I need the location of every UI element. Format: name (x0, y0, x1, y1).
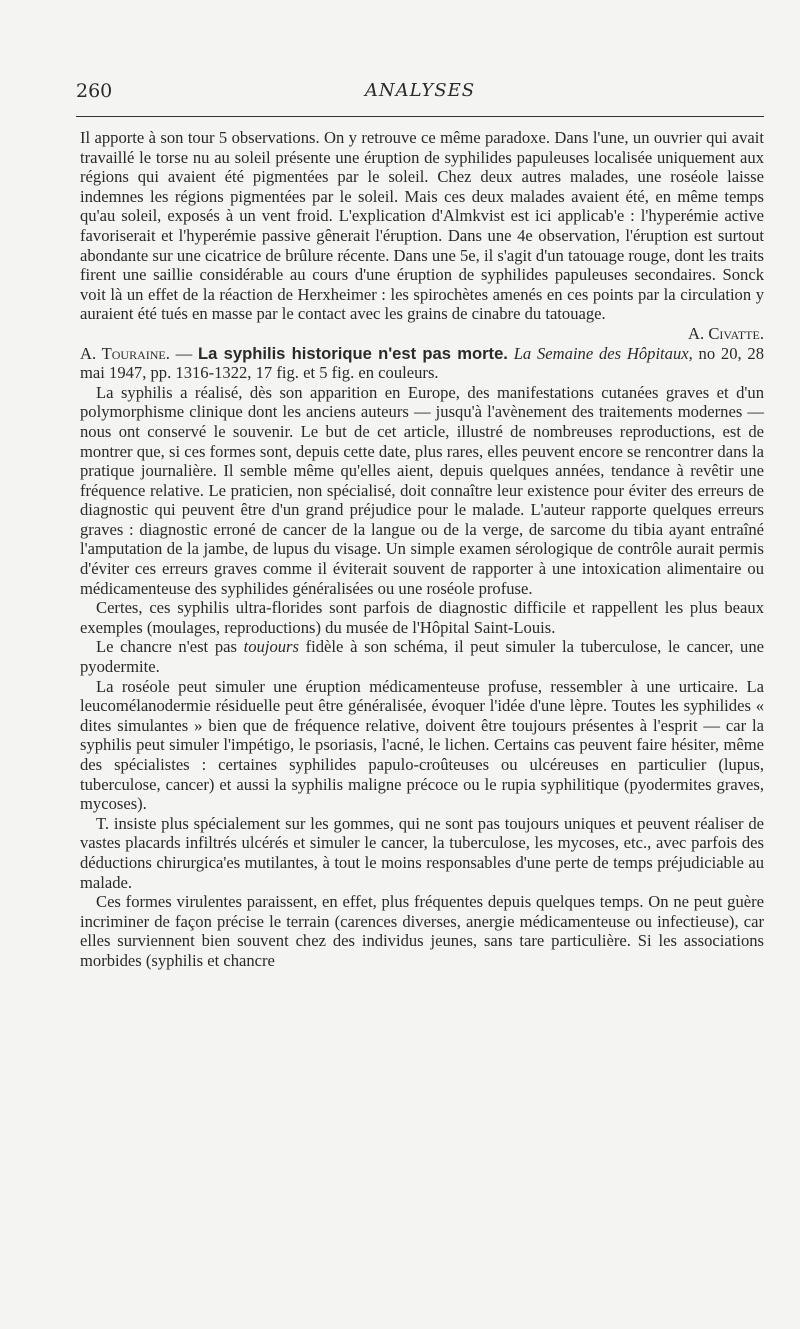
review-paragraph: Ces formes virulentes paraissent, en effet, plus fréquentes depuis quelques temps. On ne peut guère incriminer de façon précise le terrain (carences diverses, anergie médicamenteuse ou infectieuse), car elles surviennent bien souvent chez des individus jeunes, sans tare particulière. Si les associations morbides (syphilis et chancre (80, 892, 764, 970)
reference-title: La syphilis historique n'est pas morte. (198, 343, 508, 363)
reviewer-signature: A. Civatte. (688, 323, 764, 343)
page-body (80, 128, 764, 971)
previous-review-paragraph: Il apporte à son tour 5 observations. On y retrouve ce même paradoxe. Dans l'une, un ouvrier qui avait travaillé le torse nu au soleil présente une éruption de syphilides papuleuses localisée uniquement aux régions qui avaient été pigmentées par le soleil. Chez deux autres malades, une roséole laisse indemnes les régions pigmentées par le soleil. Mais ces deux malades avaient été, en même temps qu'au soleil, exposés à un vent froid. L'explication d'Almkvist est ici applicab'e : l'hyperémie active favoriserait et l'hyperémie passive gênerait l'éruption. Dans une 4e observation, l'éruption est surtout abondante sur une cicatrice de brûlure récente. Dans une 5e, il s'agit d'un tatouage rouge, dont les traits firent une saillie considérable au cours d'une éruption de syphilides papuleuses secondaires. Sonck voit là un effet de la réaction de Herxheimer : les spirochètes amenés en ces points par la circulation y auraient été tués en masse par le contact avec les grains de cinabre du tatouage. (80, 128, 764, 324)
bibliographic-reference (80, 344, 764, 383)
review-paragraph: La roséole peut simuler une éruption médicamenteuse profuse, ressembler à une urticaire. La leucomélanodermie résiduelle peut être généralisée, évoquer l'idée d'une lèpre. Toutes les syphilides « dites simulantes » bien que de fréquence relative, doivent être toujours présentes à l'esprit — car la syphilis peut simuler l'impétigo, le psoriasis, l'acné, le lichen. Certains cas peuvent faire hésiter, même des spécialistes : certaines syphilides papulo-croûteuses ou ulcéreuses en particulier (lupus, tuberculose, cancer) et aussi la syphilis maligne précoce ou le rupia syphilitique (pyodermites graves, mycoses). (80, 676, 764, 814)
page-number: 260 (76, 80, 113, 102)
page-header (76, 80, 764, 104)
review-paragraph (80, 637, 764, 676)
emphasis-text: toujours (243, 637, 299, 657)
reference-details: no 20, 28 mai 1947, pp. 1316-1322, 17 fig. et 5 fig. en couleurs. (80, 343, 765, 383)
header-rule (76, 116, 764, 117)
review-paragraph: T. insiste plus spécialement sur les gommes, qui ne sont pas toujours uniques et peuvent réaliser de vastes placards infiltrés ulcérés et simuler le cancer, la tuberculose, les mycoses, etc., avec parfois des déductions chirurgica'es mutilantes, à tout le moins responsables d'une perte de temps préjudiciable au malade. (80, 813, 764, 892)
reference-author: A. Touraine. (80, 343, 170, 363)
running-title: ANALYSES (364, 80, 476, 101)
review-text: Le chancre n'est pas (96, 637, 244, 657)
review-paragraph: Certes, ces syphilis ultra-florides sont parfois de diagnostic difficile et rappellent les plus beaux exemples (moulages, reproductions) du musée de l'Hôpital Saint-Louis. (80, 598, 764, 637)
review-paragraph: La syphilis a réalisé, dès son apparition en Europe, des manifestations cutanées graves et d'un polymorphisme clinique dont les anciens auteurs — jusqu'à l'avènement des traitements modernes — nous ont conservé le souvenir. Le but de cet article, illustré de nombreuses reproductions, est de montrer que, si ces formes sont, depuis cette date, plus rares, elles peuvent encore se rencontrer dans la pratique journalière. Il semble même qu'elles aient, depuis quelques années, tendance à revêtir une fréquence relative. Le praticien, non spécialisé, doit connaître leur existence pour éviter des erreurs de diagnostic qui peuvent être d'un grand préjudice pour le malade. L'auteur rapporte quelques erreurs graves : diagnostic erroné de cancer de la langue ou de la verge, de sarcome du tibia ayant entraîné l'amputation de la jambe, de lupus du visage. Un simple examen sérologique de contrôle aurait permis d'éviter ces erreurs graves comme il éviterait souvent de rapporter à une intoxication alimentaire ou médicamenteuse des syphilides généralisées ou une roséole profuse. (80, 382, 764, 598)
reference-journal: La Semaine des Hôpitaux, (513, 343, 693, 363)
review-text: fidèle à son schéma, il peut simuler la tuberculose, le cancer, une pyodermite. (80, 637, 764, 677)
reference-dash: — (169, 343, 199, 363)
